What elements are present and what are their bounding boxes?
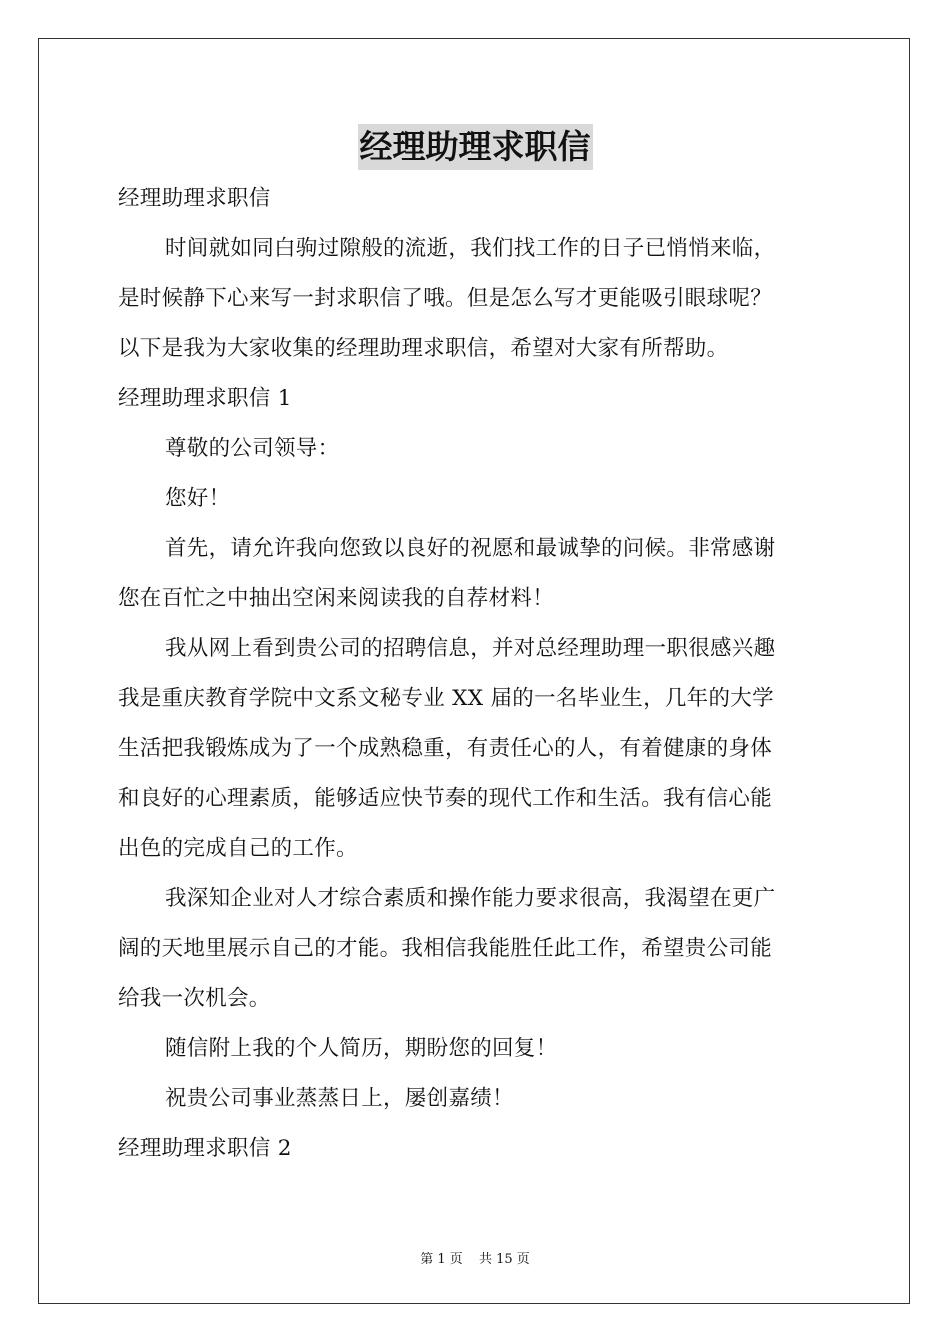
paragraph-line: 生活把我锻炼成为了一个成熟稳重，有责任心的人，有着健康的身体	[118, 736, 773, 761]
page-number: 第 1 页	[420, 1252, 463, 1267]
closing-line: 祝贵公司事业蒸蒸日上，屡创嘉绩！	[165, 1086, 514, 1111]
paragraph-line: 首先，请允许我向您致以良好的祝愿和最诚挚的问候。非常感谢	[165, 536, 776, 561]
paragraph-line: 随信附上我的个人简历，期盼您的回复！	[165, 1036, 558, 1061]
paragraph-line: 我是重庆教育学院中文系文秘专业 XX 届的一名毕业生，几年的大学	[118, 686, 774, 711]
paragraph-line: 我从网上看到贵公司的招聘信息，并对总经理助理一职很感兴趣	[165, 636, 776, 661]
section-heading: 经理助理求职信 1	[118, 386, 292, 411]
page-total: 共 15 页	[478, 1252, 530, 1267]
page-footer	[0, 1248, 950, 1267]
paragraph-line: 以下是我为大家收集的经理助理求职信，希望对大家有所帮助。	[118, 336, 729, 361]
page-border	[38, 38, 910, 1304]
subtitle-line: 经理助理求职信	[118, 186, 271, 211]
paragraph-line: 是时候静下心来写一封求职信了哦。但是怎么写才更能吸引眼球呢？	[118, 286, 773, 311]
paragraph-line: 和良好的心理素质，能够适应快节奏的现代工作和生活。我有信心能	[118, 786, 773, 811]
paragraph-line: 出色的完成自己的工作。	[118, 836, 358, 861]
section-heading: 经理助理求职信 2	[118, 1136, 292, 1161]
greeting-line: 您好！	[165, 486, 231, 511]
paragraph-line: 我深知企业对人才综合素质和操作能力要求很高，我渴望在更广	[165, 886, 776, 911]
salutation-line: 尊敬的公司领导：	[165, 436, 340, 461]
document-title: 经理助理求职信	[0, 124, 950, 170]
paragraph-line: 时间就如同白驹过隙般的流逝，我们找工作的日子已悄悄来临，	[165, 236, 776, 261]
paragraph-line: 您在百忙之中抽出空闲来阅读我的自荐材料！	[118, 586, 555, 611]
paragraph-line: 阔的天地里展示自己的才能。我相信我能胜任此工作，希望贵公司能	[118, 936, 773, 961]
paragraph-line: 给我一次机会。	[118, 986, 271, 1011]
